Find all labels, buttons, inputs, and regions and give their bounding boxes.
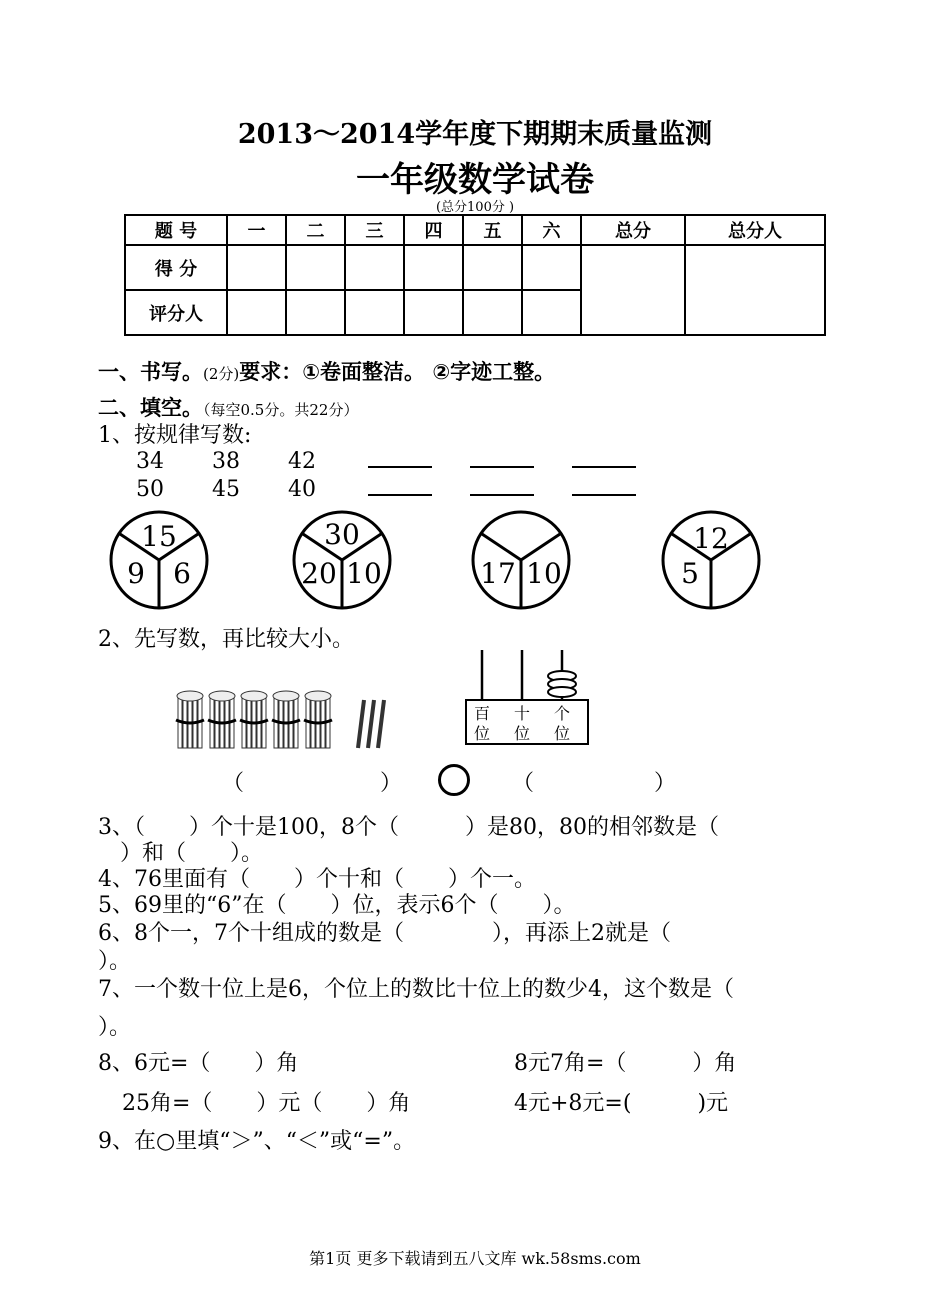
score-cell	[227, 245, 286, 290]
score-header-item: 题 号	[125, 215, 227, 245]
abacus-label: 个	[553, 704, 571, 723]
abacus-bead	[548, 687, 576, 697]
compare-circle[interactable]	[438, 764, 470, 796]
q1-label: 1、按规律写数:	[98, 423, 252, 448]
section1-heading: 一、书写。	[98, 360, 203, 384]
q1-row2-num: 50	[136, 477, 164, 502]
section2-points: （每空0.5分。共22分）	[203, 401, 359, 419]
grader-sign-cell	[345, 290, 404, 335]
stick-bundles-illustration	[174, 690, 394, 752]
circle-2-right: 10	[346, 557, 382, 590]
q4: 4、76里面有（ ）个十和（ ）个一。	[98, 867, 536, 892]
abacus-label: 位	[553, 724, 571, 743]
q2-label: 2、先写数，再比较大小。	[98, 627, 354, 652]
total-score-cell	[581, 245, 685, 335]
ten-stick-bundle	[240, 691, 268, 748]
circle-3-right: 10	[526, 557, 562, 590]
ten-stick-bundle	[272, 691, 300, 748]
grader-sign-cell	[463, 290, 522, 335]
circle-1-top: 15	[141, 520, 177, 553]
score-row-label: 得 分	[125, 245, 227, 290]
circle-1-right: 6	[173, 557, 191, 590]
number-circles	[100, 508, 880, 616]
q8-b1: 25角=（ ）元（ ）角	[122, 1091, 411, 1116]
number-circle-1	[111, 512, 207, 608]
q2-paren-right-close: ）	[654, 771, 677, 796]
q6-line2: ）。	[98, 949, 132, 974]
circle-2-top: 30	[324, 518, 360, 551]
q1-row2-num: 45	[212, 477, 240, 502]
circle-4-left: 5	[681, 557, 699, 590]
score-header-2: 二	[286, 215, 345, 245]
section2-heading: 二、填空。	[98, 396, 203, 420]
q2-paren-left-close: ）	[380, 771, 403, 796]
q8-a1: 8、6元=（ ）角	[98, 1051, 299, 1076]
number-circle-4	[663, 512, 759, 608]
score-cell	[463, 245, 522, 290]
score-header-4: 四	[404, 215, 463, 245]
score-header-total: 总分	[581, 215, 685, 245]
q5: 5、69里的“6”在（ ）位，表示6个（ ）。	[98, 893, 576, 918]
score-header-6: 六	[522, 215, 581, 245]
score-table	[124, 214, 826, 336]
answer-blank[interactable]	[572, 444, 636, 468]
answer-blank[interactable]	[572, 472, 636, 496]
total-score-note: (总分100分 )	[435, 200, 515, 215]
score-cell	[522, 245, 581, 290]
q7-line2: ）。	[98, 1015, 132, 1040]
q1-row1-num: 34	[136, 449, 164, 474]
grader-row-label: 评分人	[125, 290, 227, 335]
ten-stick-bundle	[208, 691, 236, 748]
q8-a2: 8元7角=（ ）角	[514, 1051, 737, 1076]
single-stick	[368, 700, 374, 748]
section1-requirement: 要求：①卷面整洁。 ②字迹工整。	[239, 360, 556, 384]
q1-row2-num: 40	[288, 477, 316, 502]
q6-line1: 6、8个一，7个十组成的数是（ ），再添上2就是（	[98, 921, 671, 946]
page-footer: 第1页 更多下载请到五八文库 wk.58sms.com	[309, 1249, 641, 1268]
grader-sign-cell	[286, 290, 345, 335]
score-cell	[286, 245, 345, 290]
abacus-illustration	[462, 648, 592, 748]
ten-stick-bundle	[304, 691, 332, 748]
abacus-label: 位	[513, 724, 531, 743]
grader-sign-cell	[227, 290, 286, 335]
exam-title-line2: 一年级数学试卷	[356, 160, 594, 200]
score-header-5: 五	[463, 215, 522, 245]
score-header-3: 三	[345, 215, 404, 245]
q1-row2	[136, 472, 636, 502]
single-stick	[358, 700, 364, 748]
answer-blank[interactable]	[470, 444, 534, 468]
single-stick	[378, 700, 384, 748]
grader-cell	[685, 245, 825, 335]
ten-stick-bundle	[176, 691, 204, 748]
section1	[98, 356, 555, 386]
q3-line2: ）和（ ）。	[98, 841, 264, 866]
score-cell	[404, 245, 463, 290]
q2-paren-right-open: （	[512, 771, 535, 796]
q1-row1-num: 42	[288, 449, 316, 474]
circle-1-left: 9	[127, 557, 145, 590]
score-cell	[345, 245, 404, 290]
q9: 9、在○里填“＞”、“＜”或“=”。	[98, 1129, 416, 1154]
exam-title-line1: 2013～2014学年度下期期末质量监测	[237, 119, 713, 150]
q7-line1: 7、一个数十位上是6，个位上的数比十位上的数少4，这个数是（	[98, 977, 734, 1002]
score-header-grader: 总分人	[685, 215, 825, 245]
score-header-1: 一	[227, 215, 286, 245]
q2-paren-left-open: （	[222, 771, 245, 796]
number-circle-2	[294, 512, 390, 608]
abacus-label: 百	[473, 704, 491, 723]
q3-line1: 3、（ ）个十是100，8个（ ）是80，80的相邻数是（	[98, 815, 719, 840]
grader-sign-cell	[522, 290, 581, 335]
grader-sign-cell	[404, 290, 463, 335]
q1-row1-num: 38	[212, 449, 240, 474]
number-circle-3	[473, 512, 569, 608]
q1-row1	[136, 444, 636, 474]
abacus-label: 十	[513, 704, 531, 723]
answer-blank[interactable]	[470, 472, 534, 496]
answer-blank[interactable]	[368, 472, 432, 496]
section1-points: (2分)	[203, 365, 240, 383]
answer-blank[interactable]	[368, 444, 432, 468]
abacus-label: 位	[473, 724, 491, 743]
q8-b2: 4元+8元=( )元	[514, 1091, 729, 1116]
circle-2-left: 20	[301, 557, 337, 590]
circle-3-left: 17	[480, 557, 516, 590]
circle-4-top: 12	[693, 522, 729, 555]
